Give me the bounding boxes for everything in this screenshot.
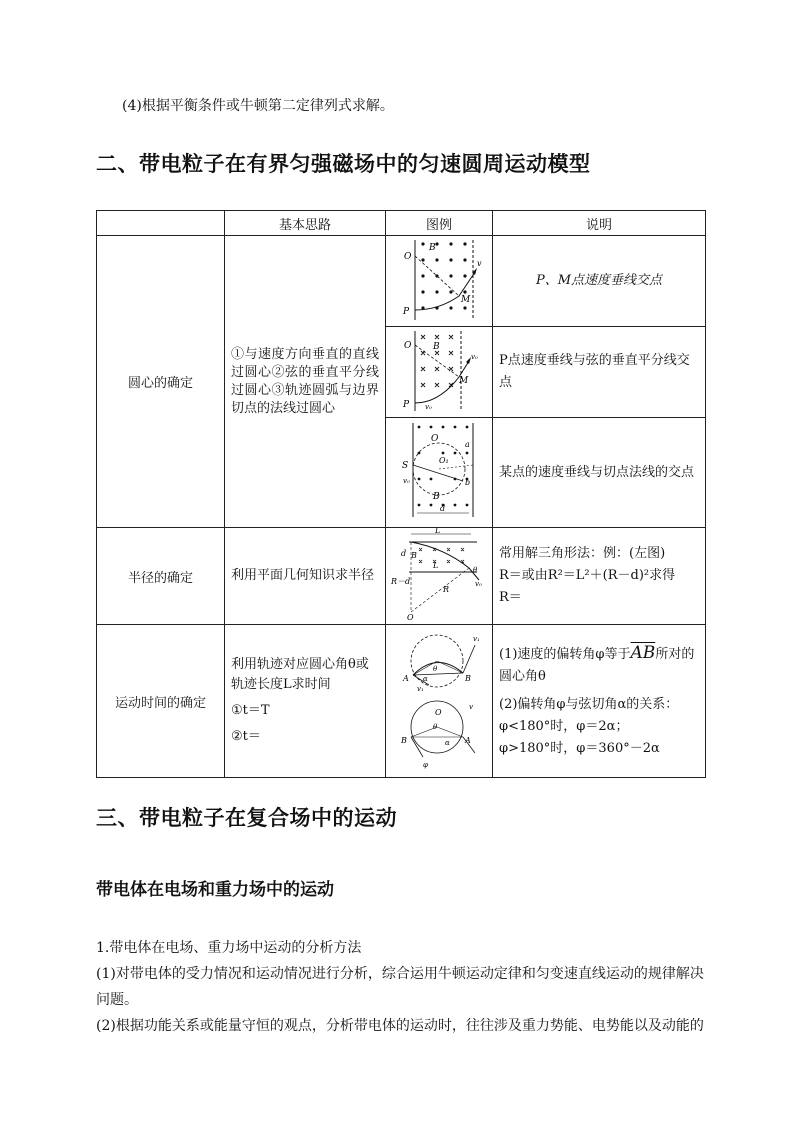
figure-2-diagram: [389, 327, 489, 413]
time-formula-1: ①t＝T: [231, 703, 270, 718]
f2-label-P: P: [403, 400, 410, 410]
f6-label-v: v: [469, 703, 473, 711]
section-3-title: 三、带电粒子在复合场中的运动: [96, 806, 397, 830]
f2-label-O: O: [404, 341, 412, 351]
center-note-1: [493, 236, 706, 327]
f4-label-v0: v₀: [475, 580, 482, 588]
row-label-time: 运动时间的确定: [97, 625, 225, 778]
figure-2: [386, 327, 493, 418]
f2-label-v0-bottom: v₀: [425, 403, 432, 411]
f1-label-M: M: [461, 295, 471, 305]
para-2-line-2: 问题。: [96, 992, 138, 1008]
f6-label-phi: φ: [423, 761, 428, 769]
f5-label-A: A: [403, 674, 409, 683]
f1-label-v: v: [477, 259, 482, 268]
center-note-3-text: 某点的速度垂线与切点法线的交点: [499, 464, 695, 480]
f1-label-P: P: [403, 307, 410, 317]
table-row: [97, 528, 706, 625]
f4-label-O: O: [407, 613, 414, 620]
row-label-center: 圆心的确定: [97, 236, 225, 528]
header-thinking: 基本思路: [225, 211, 386, 236]
f6-label-B: B: [401, 736, 407, 745]
figure-4: [386, 528, 493, 625]
f4-label-L: L: [433, 561, 439, 570]
f4-label-d: d: [401, 549, 407, 558]
f6-label-O: O: [435, 708, 442, 717]
header-blank: [97, 211, 225, 236]
table-row: [97, 236, 706, 327]
figure-3-diagram: [389, 419, 489, 523]
f5-label-alpha: α: [423, 675, 428, 683]
table-row: [97, 625, 706, 778]
time-note-2-line-2: φ>180°时，φ＝360°－2α: [499, 741, 660, 756]
f3-label-v0: v₀: [403, 476, 410, 485]
center-note-2: [493, 327, 706, 418]
figure-5-diagram: [389, 625, 489, 773]
f3-label-B: B: [433, 491, 440, 502]
f2-label-v0-top: v₀: [471, 353, 478, 361]
header-figure: 图例: [386, 211, 493, 236]
radius-note-line-1: 常用解三角形法：例：(左图): [499, 546, 666, 561]
f4-label-R-d: R－d: [391, 577, 411, 586]
figure-1-diagram: [389, 236, 489, 322]
radius-note-line-3: R＝: [499, 590, 522, 605]
center-note-2-text: P点速度垂线与弦的垂直平分线交点: [499, 353, 690, 390]
time-note-1: [499, 642, 699, 688]
model-table: [96, 210, 706, 778]
radius-note-line-2: R＝或由R²＝L²＋(R－d)²求得: [499, 568, 676, 583]
header-notes: 说明: [493, 211, 706, 236]
f6-label-alpha: α: [445, 739, 450, 747]
f6-label-A: A: [465, 736, 471, 745]
f4-label-theta: θ: [473, 566, 478, 574]
f3-label-a: a: [465, 439, 470, 449]
center-note-1-text: P、M点速度垂线交点: [535, 273, 663, 288]
time-formula-2: ②t＝: [231, 729, 261, 744]
f2-label-M: M: [459, 376, 469, 386]
f3-label-O: O: [431, 433, 439, 444]
f5-label-B: B: [465, 674, 471, 683]
arc-ab: $\overline{AB}$: [630, 643, 656, 663]
f3-label-b: b: [465, 477, 471, 487]
f1-label-B: B: [429, 243, 436, 253]
time-thinking-cell: [225, 625, 386, 778]
f5-label-theta: θ: [433, 665, 438, 673]
center-thinking: ①与速度方向垂直的直线过圆心②弦的垂直平分线过圆心③轨迹圆弧与边界切点的法线过圆心: [225, 236, 386, 528]
subheading: 带电体在电场和重力场中的运动: [96, 880, 334, 900]
f6-label-theta: θ: [433, 723, 438, 731]
para-3: (2)根据功能关系或能量守恒的观点，分析带电体的运动时，往往涉及重力势能、电势能以及动能的: [96, 1018, 704, 1034]
time-notes: [493, 625, 706, 778]
center-note-3: [493, 418, 706, 528]
figure-1: [386, 236, 493, 327]
figure-4-diagram: [389, 528, 489, 620]
time-note-1-a: (1)速度的偏转角φ等于: [499, 647, 631, 662]
intro-line: (4)根据平衡条件或牛顿第二定律列式求解。: [122, 98, 394, 114]
figure-3: [386, 418, 493, 528]
section-2-title: 二、带电粒子在有界匀强磁场中的匀速圆周运动模型: [96, 152, 591, 176]
figure-5-6: [386, 625, 493, 778]
para-2-line-1: (1)对带电体的受力情况和运动情况进行分析，综合运用牛顿运动定律和匀变速直线运动的规律解决: [96, 966, 704, 982]
time-thinking: 利用轨迹对应圆心角θ或轨迹长度L求时间: [231, 657, 369, 692]
f4-label-L-top: L: [435, 528, 441, 535]
f5-label-v1-bottom: v₁: [417, 685, 424, 693]
f3-label-d: d: [440, 503, 446, 513]
para-1: 1.带电体在电场、重力场中运动的分析方法: [96, 940, 362, 956]
f1-label-O: O: [404, 252, 412, 262]
f4-label-B: B: [411, 551, 417, 560]
time-note-2-line-1: (2)偏转角φ与弦切角α的关系：φ<180°时，φ＝2α；: [499, 697, 679, 734]
table-header-row: [97, 211, 706, 236]
radius-note: [493, 528, 706, 625]
time-note-1-b: 所对的圆心角θ: [499, 647, 695, 684]
f4-label-R: R: [443, 585, 450, 594]
radius-thinking: 利用平面几何知识求半径: [225, 528, 386, 625]
f3-label-O1: O₁: [439, 455, 449, 465]
f3-label-S: S: [402, 460, 409, 471]
f5-label-v1-top: v₁: [473, 635, 480, 643]
row-label-radius: 半径的确定: [97, 528, 225, 625]
f2-label-B: B: [433, 342, 440, 352]
